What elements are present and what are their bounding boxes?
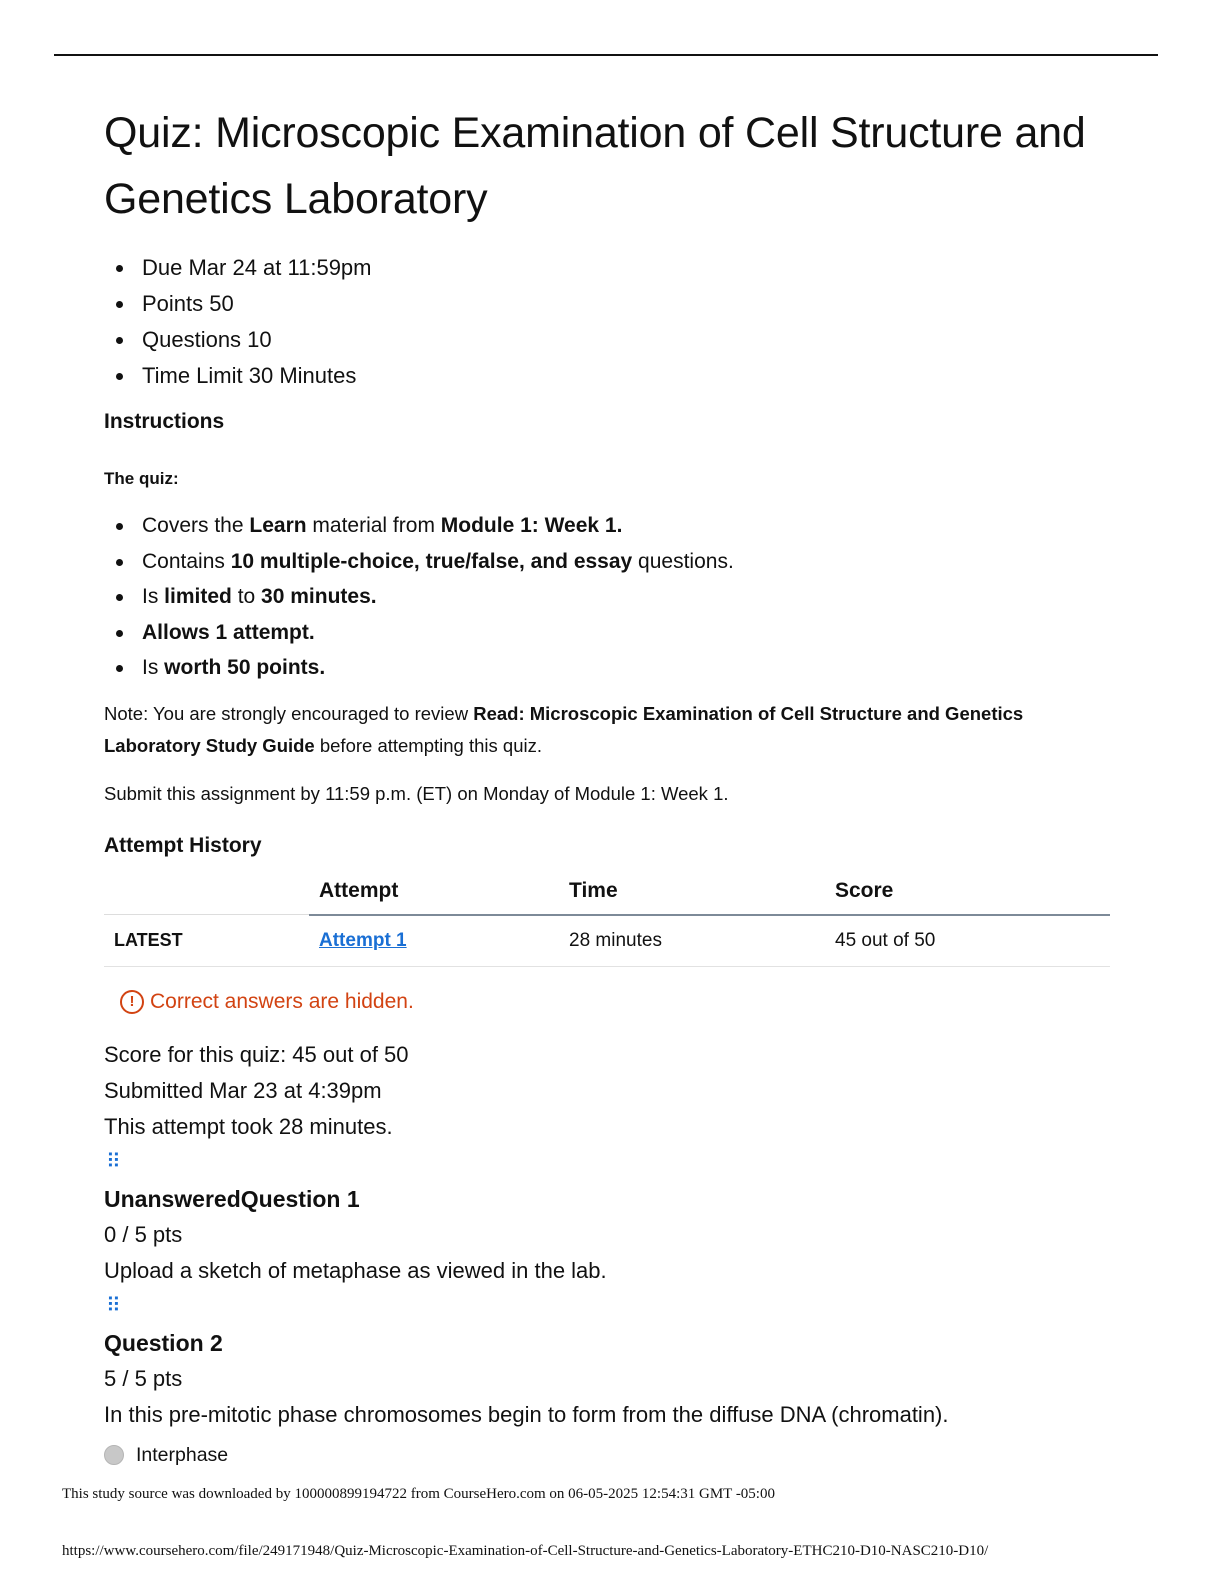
question-2-title: Question 2 [104, 1329, 223, 1356]
study-guide-note: Note: You are strongly encouraged to review Read: Microscopic Examination of Cell Structure and Genetics Laboratory Study Guide before attempting this quiz. [104, 702, 1024, 756]
question-1 [104, 1181, 1114, 1289]
header-empty [104, 868, 309, 915]
meta-points: Points 50 [104, 286, 1114, 322]
rule-contains: Contains 10 multiple-choice, true/false, and essay questions. [104, 544, 1114, 580]
attempt-duration: This attempt took 28 minutes. [104, 1113, 393, 1139]
score-cell: 45 out of 50 [825, 915, 1110, 967]
question-1-text: Upload a sketch of metaphase as viewed in the lab. [104, 1257, 607, 1283]
submit-note: Submit this assignment by 11:59 p.m. (ET) on Monday of Module 1: Week 1. [104, 782, 729, 804]
quiz-content [104, 100, 1114, 1471]
drag-handle-icon[interactable]: ⠿ [106, 1150, 120, 1173]
page-title: Quiz: Microscopic Examination of Cell Structure and Genetics Laboratory [104, 109, 1086, 223]
question-2-text: In this pre-mitotic phase chromosomes begin to form from the diffuse DNA (chromatin). [104, 1401, 949, 1427]
question-2-points: 5 / 5 pts [104, 1365, 183, 1391]
radio-button-icon[interactable] [104, 1445, 124, 1465]
answers-hidden-alert [120, 985, 1114, 1019]
question-1-title: UnansweredQuestion 1 [104, 1185, 360, 1212]
answer-choice[interactable] [104, 1439, 1114, 1471]
question-1-points: 0 / 5 pts [104, 1221, 183, 1247]
exclamation-circle-icon: ! [120, 990, 144, 1014]
header-attempt: Attempt [309, 868, 559, 915]
source-url: https://www.coursehero.com/file/249171948/Quiz-Microscopic-Examination-of-Cell-Structure-and-Genetics-Laboratory-ETHC210-D10-NASC210-D10/ [62, 1543, 989, 1559]
table-header-row [104, 868, 1110, 915]
rule-limited: Is limited to 30 minutes. [104, 579, 1114, 615]
quiz-meta-list [104, 250, 1114, 394]
time-cell: 28 minutes [559, 915, 825, 967]
question-2 [104, 1325, 1114, 1471]
rule-allows: Allows 1 attempt. [104, 615, 1114, 651]
meta-due: Due Mar 24 at 11:59pm [104, 250, 1114, 286]
table-row [104, 915, 1110, 967]
quiz-score: Score for this quiz: 45 out of 50 [104, 1041, 409, 1067]
attempt-history-table [104, 868, 1110, 967]
rule-covers: Covers the Learn material from Module 1: Week 1. [104, 508, 1114, 544]
meta-time-limit: Time Limit 30 Minutes [104, 358, 1114, 394]
drag-handle-icon[interactable]: ⠿ [106, 1294, 120, 1317]
download-source-notice: This study source was downloaded by 100000899194722 from CourseHero.com on 06-05-2025 12:54:31 GMT -05:00 [62, 1486, 775, 1502]
top-rule [54, 54, 1158, 56]
meta-questions: Questions 10 [104, 322, 1114, 358]
quiz-subheading: The quiz: [104, 469, 179, 488]
attempt-cell [309, 915, 559, 967]
answer-choice-label: Interphase [136, 1443, 229, 1466]
alert-text: Correct answers are hidden. [150, 989, 414, 1013]
instructions-heading: Instructions [104, 410, 225, 433]
submitted-date: Submitted Mar 23 at 4:39pm [104, 1077, 382, 1103]
quiz-rules-list [104, 508, 1114, 686]
header-score: Score [825, 868, 1110, 915]
attempt-1-link[interactable]: Attempt 1 [319, 929, 407, 951]
attempt-history-heading: Attempt History [104, 833, 262, 857]
header-time: Time [559, 868, 825, 915]
latest-label: LATEST [104, 915, 309, 967]
score-summary [104, 1037, 1114, 1145]
rule-worth: Is worth 50 points. [104, 650, 1114, 686]
